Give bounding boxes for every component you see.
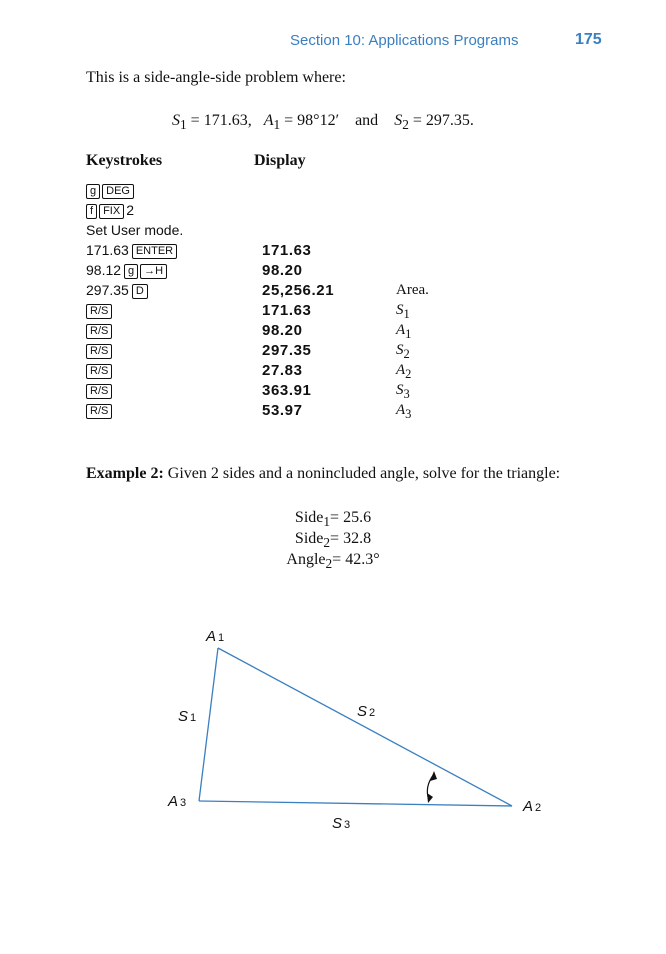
calculator-key: f <box>86 204 97 219</box>
given-name: Angle <box>286 551 326 568</box>
a1-symbol: A <box>263 112 274 129</box>
label-s1: S 1 <box>178 708 197 725</box>
keystroke-text: 297.35 <box>86 282 129 298</box>
side-s2-line <box>218 648 512 806</box>
calculator-key: R/S <box>86 404 112 419</box>
s1-symbol: S <box>172 112 180 129</box>
given-name: Side <box>294 530 324 547</box>
display-value: 98.20 <box>262 262 303 279</box>
calculator-key: DEG <box>102 184 134 199</box>
comment-subscript: 1 <box>403 307 410 321</box>
intro-text: This is a side-angle-side problem where: <box>86 69 346 86</box>
display-value: 25,256.21 <box>262 282 335 299</box>
s2-subscript: 2 <box>402 117 409 133</box>
calculator-key: R/S <box>86 344 112 359</box>
display-value: 27.83 <box>262 362 303 379</box>
calculator-key: g <box>86 184 100 199</box>
display-value: 53.97 <box>262 402 303 419</box>
comment-text: A <box>396 402 406 418</box>
comment-text: A <box>396 362 406 378</box>
comment-subscript: 3 <box>403 387 410 401</box>
s2-value: = 297.35. <box>408 112 474 129</box>
given-subscript: 2 <box>323 535 331 551</box>
keystroke-text: 171.63 <box>86 242 129 258</box>
given-subscript: 2 <box>325 556 333 572</box>
display-value: 98.20 <box>262 322 303 339</box>
label-s3: S 3 <box>332 815 351 832</box>
s1-subscript: 1 <box>180 117 187 133</box>
keystroke-suffix: 2 <box>126 202 134 218</box>
calculator-key: D <box>132 284 148 299</box>
display-value: 171.63 <box>262 302 312 319</box>
given-name: Side <box>294 509 324 526</box>
example-label: Example 2: <box>86 465 164 482</box>
comment-subscript: 2 <box>403 347 410 361</box>
side-s1-line <box>199 648 218 801</box>
comment-text: S <box>396 302 404 318</box>
s1-value: = 171.63, <box>186 112 252 129</box>
given-value: = 42.3° <box>332 551 380 568</box>
keystroke-text: Set User mode. <box>86 222 184 238</box>
given-value: = 25.6 <box>330 509 372 526</box>
comment-text: S <box>396 382 404 398</box>
label-a1: A 1 <box>206 628 225 645</box>
display-heading: Display <box>254 152 306 169</box>
given-subscript: 1 <box>323 514 331 530</box>
section-title: Section 10: Applications Programs <box>290 32 519 49</box>
label-a2: A 2 <box>523 798 542 815</box>
calculator-key: R/S <box>86 364 112 379</box>
calculator-key: g <box>124 264 138 279</box>
comment-text: S <box>396 342 404 358</box>
example-text: Given 2 sides and a nonincluded angle, solve for the triangle: <box>167 465 561 482</box>
angle-arrow-icon <box>427 771 437 803</box>
comment-text: Area. <box>396 282 429 298</box>
comment-subscript: 3 <box>405 407 412 421</box>
keystroke-text: 98.12 <box>86 262 122 278</box>
s2-symbol: S <box>394 112 403 129</box>
calculator-key: ENTER <box>132 244 177 259</box>
given-value: = 32.8 <box>330 530 372 547</box>
calculator-key: FIX <box>99 204 124 219</box>
label-s2: S 2 <box>357 703 376 720</box>
display-value: 363.91 <box>262 382 312 399</box>
calculator-key: R/S <box>86 384 112 399</box>
label-a3: A 3 <box>168 793 187 810</box>
calculator-key: →H <box>140 264 167 279</box>
page-number: 175 <box>575 31 602 48</box>
keystrokes-heading: Keystrokes <box>86 152 163 169</box>
display-value: 297.35 <box>262 342 312 359</box>
side-s3-line <box>199 801 512 806</box>
display-value: 171.63 <box>262 242 312 259</box>
and-word: and <box>355 112 379 129</box>
a1-value: = 98°12′ <box>280 112 340 129</box>
a1-subscript: 1 <box>273 117 281 133</box>
comment-subscript: 2 <box>405 367 412 381</box>
calculator-key: R/S <box>86 304 112 319</box>
comment-subscript: 1 <box>405 327 412 341</box>
calculator-key: R/S <box>86 324 112 339</box>
comment-text: A <box>396 322 406 338</box>
